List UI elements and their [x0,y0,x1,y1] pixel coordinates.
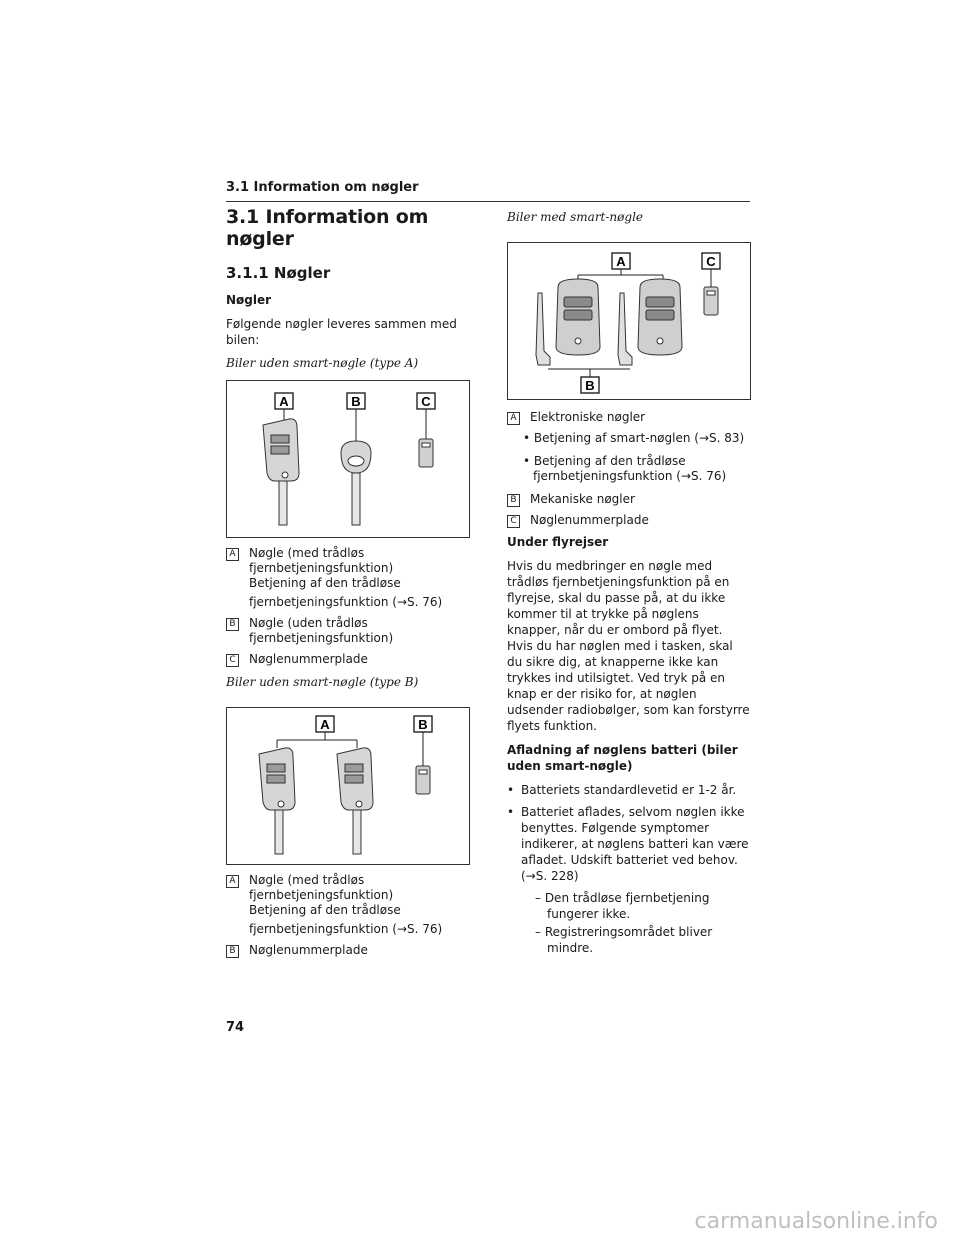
badge-a: A [226,548,239,561]
figure-keys-type-a [226,380,470,538]
subhead-battery: Afladning af nøglens batteri (biler uden smart-nøgle) [507,743,738,773]
badge-b: B [226,618,239,631]
bullet-battery-life: • Batteriets standardlevetid er 1-2 år. [507,782,751,798]
fig1-label-c: C [421,394,431,409]
legend-smart-a-text: Elektroniske nøgler [530,410,646,424]
key-number-plate-icon [416,766,430,794]
legend-smart [507,410,751,528]
legend-type-a [226,546,470,667]
keys-type-b-illustration [227,708,469,864]
key-number-plate-icon [419,439,433,467]
legend-b-text: Nøgle (uden trådløs fjernbetjeningsfunktion) [249,616,394,645]
battery-bullets [507,782,751,884]
flight-paragraph: Hvis du medbringer en nøgle med trådløs fjernbetjeningsfunktion på en flyrejse, skal du passe på, at du ikke kommer til at trykke på nøglens knapper, når du er ombord på flyet. Hvis du har nøglen med i tasken, skal du sikre dig, at knapperne ikke kan trykkes ind utilsigtet. Ved tryk på en knap er der risiko for, at nøglen udsender radiobølger, som kan forstyrre flyets funktion. [507,559,750,733]
dash-remote-fails: – Den trådløse fjernbetjening fungerer ikke. [535,891,710,921]
intro-text: Følgende nøgler leveres sammen med bilen: [226,317,457,347]
fig3-label-c: C [706,254,716,269]
legend-item-a [226,546,470,610]
left-column [226,206,470,964]
fig3-label-b: B [585,378,595,393]
figure-keys-type-b [226,707,470,865]
legend-b-a-line2: Betjening af den trådløse [249,903,401,917]
mechanical-key-icon [618,293,632,365]
figure-smart-keys [507,242,751,400]
keys-type-a-illustration [227,381,469,537]
badge-b: B [226,945,239,958]
legend-a-line1: Nøgle (med trådløs fjernbetjeningsfunktion) [249,546,394,575]
caption-type-b: Biler uden smart-nøgle (type B) [226,675,419,689]
fig2-label-b: B [418,717,428,732]
watermark: carmanualsonline.info [694,1209,938,1234]
badge-a: A [507,412,520,425]
sub-bullet-smart-key: • Betjening af smart-nøglen (→S. 83) [523,431,745,445]
fig1-label-a: A [279,394,289,409]
badge-a: A [226,875,239,888]
legend-item-c [226,652,470,667]
legend-b-item-b [226,943,470,958]
badge-c: C [226,654,239,667]
legend-a-line3: fjernbetjeningsfunktion (→S. 76) [249,595,443,609]
bullet-battery-drain: • Batteriet aflades, selvom nøglen ikke benyttes. Følgende symptomer indikerer, at nøglens batteri kan være afladet. Udskift batteriet ved behov. (→S. 228) [507,804,751,884]
key-number-plate-icon [704,287,718,315]
fig3-label-a: A [616,254,626,269]
fig2-label-a: A [320,717,330,732]
subsection-title: 3.1.1 Nøgler [226,264,331,282]
legend-b-item-a [226,873,470,937]
legend-smart-item-a [507,410,751,425]
badge-c: C [507,515,520,528]
smart-key-icon [556,279,600,355]
flip-key-icon [263,419,299,525]
legend-b-a-line3: fjernbetjeningsfunktion (→S. 76) [249,922,443,936]
legend-smart-b-text: Mekaniske nøgler [530,492,635,506]
running-header: 3.1 Information om nøgler [226,180,750,202]
mechanical-key-icon [536,293,550,365]
mechanical-key-icon [341,441,371,525]
flip-key-icon [337,748,373,854]
badge-b: B [507,494,520,507]
legend-smart-item-b [507,492,751,507]
right-column [507,210,751,958]
legend-c-text: Nøglenummerplade [249,652,368,666]
legend-item-b [226,616,470,646]
caption-type-a: Biler uden smart-nøgle (type A) [226,356,419,370]
sub-bullet-remote: • Betjening af den trådløse fjernbetjeningsfunktion (→S. 76) [523,454,727,483]
legend-b-a-line1: Nøgle (med trådløs fjernbetjeningsfunktion) [249,873,394,902]
legend-b-b-text: Nøglenummerplade [249,943,368,957]
caption-smart-key: Biler med smart-nøgle [507,210,644,224]
page-number: 74 [226,1020,245,1035]
subhead-flight: Under flyrejser [507,535,609,549]
flip-key-icon [259,748,295,854]
legend-smart-c-text: Nøglenummerplade [530,513,649,527]
smart-key-icon [638,279,682,355]
section-title: 3.1 Information om nøgler [226,206,429,250]
legend-a-line2: Betjening af den trådløse [249,576,401,590]
legend-type-b [226,873,470,958]
legend-smart-item-c [507,513,751,528]
subhead-keys: Nøgler [226,293,272,307]
dash-range-smaller: – Registreringsområdet bliver mindre. [535,925,713,955]
smart-keys-illustration [508,243,750,399]
fig1-label-b: B [351,394,361,409]
